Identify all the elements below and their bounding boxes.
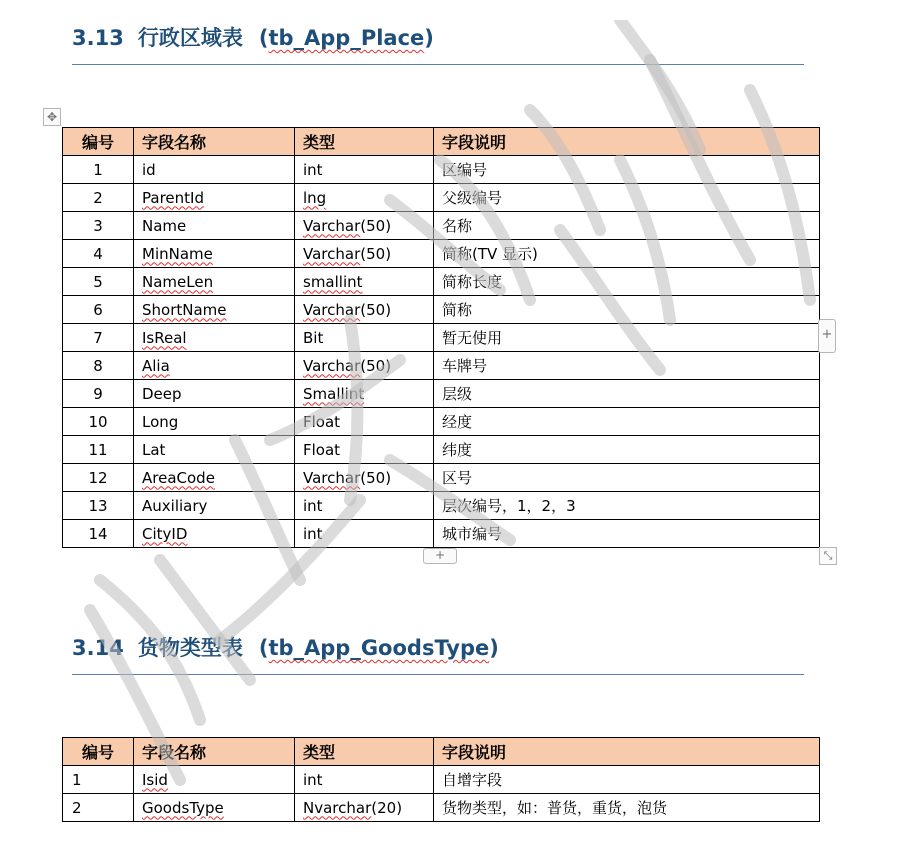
cell-type [295,184,434,212]
type-text: int [303,160,323,179]
column-header-number: 编号 [63,128,134,156]
cell-number: 6 [63,296,134,324]
cell-type [295,492,434,520]
cell-number: 1 [63,766,134,794]
paren-close: ) [424,26,434,50]
type-text: Smallint [303,384,365,403]
field-name-text: MinName [142,244,213,263]
cell-field-name [134,492,295,520]
field-name-text: ParentId [142,188,204,207]
field-name-text: NameLen [142,272,214,291]
type-text: Nvarchar [303,798,372,817]
table-resize-handle-icon[interactable]: ⤡ [819,547,837,565]
type-text: Varchar [303,300,361,319]
heading-rule [72,674,804,675]
cell-field-name [134,794,295,822]
cell-number: 12 [63,464,134,492]
type-length: (50) [360,300,392,319]
field-name-text: CityID [142,524,188,543]
cell-type [295,156,434,184]
cell-number: 2 [63,794,134,822]
cell-type [295,436,434,464]
type-text: Bit [303,328,324,347]
field-name-text: IsReal [142,328,187,347]
field-name-text: AreaCode [142,468,215,487]
field-name-text: Lat [142,440,166,459]
type-length: (50) [360,356,392,375]
cell-description: 区号 [434,464,820,492]
cell-description: 简称长度 [434,268,820,296]
field-name-text: Deep [142,384,182,403]
section-title: 货物类型表 [137,636,243,660]
table-row [63,156,820,184]
type-text: Float [303,412,341,431]
cell-field-name [134,766,295,794]
table-move-handle-icon[interactable]: ✥ [43,108,61,126]
column-header-description: 字段说明 [434,128,820,156]
cell-description: 区编号 [434,156,820,184]
cell-type [295,464,434,492]
cell-description: 层次编号，1，2，3 [434,492,820,520]
table-row [63,184,820,212]
field-name-text: GoodsType [142,798,224,817]
cell-field-name [134,212,295,240]
cell-number: 4 [63,240,134,268]
cell-type [295,352,434,380]
cell-type [295,212,434,240]
cell-number: 8 [63,352,134,380]
cell-type [295,296,434,324]
type-text: int [303,496,323,515]
cell-type [295,240,434,268]
cell-type [295,324,434,352]
type-text: Varchar [303,244,361,263]
cell-number: 5 [63,268,134,296]
section-title: 行政区域表 [137,26,243,50]
cell-number: 9 [63,380,134,408]
cell-description: 货物类型，如：普货，重货，泡货 [434,794,820,822]
table-row [63,352,820,380]
cell-description: 纬度 [434,436,820,464]
cell-field-name [134,156,295,184]
cell-description: 经度 [434,408,820,436]
cell-field-name [134,380,295,408]
type-length: (50) [360,216,392,235]
table-row [63,268,820,296]
cell-field-name [134,436,295,464]
field-name-text: Name [142,216,187,235]
cell-description: 暂无使用 [434,324,820,352]
cell-field-name [134,268,295,296]
cell-type [295,794,434,822]
table-row [63,436,820,464]
cell-type [295,268,434,296]
type-text: Float [303,440,341,459]
cell-description: 简称 [434,296,820,324]
cell-type [295,408,434,436]
type-length: (50) [360,244,392,263]
cell-number: 11 [63,436,134,464]
field-name-text: Isid [142,770,168,789]
table-identifier: tb_App_Place [268,26,425,50]
cell-number: 14 [63,520,134,548]
cell-field-name [134,184,295,212]
type-text: smallint [303,272,363,291]
cell-field-name [134,240,295,268]
cell-number: 7 [63,324,134,352]
table-row [63,794,820,822]
type-text: int [303,524,323,543]
cell-description: 名称 [434,212,820,240]
column-header-field-name: 字段名称 [134,738,295,766]
table-row [63,408,820,436]
column-header-description: 字段说明 [434,738,820,766]
place-table [62,127,820,548]
type-text: Varchar [303,356,361,375]
cell-description: 层级 [434,380,820,408]
section-number: 3.14 [72,636,124,660]
type-text: Varchar [303,216,361,235]
field-name-text: id [142,160,156,179]
field-name-text: Alia [142,356,170,375]
paren-open: ( [258,26,269,50]
cell-description: 父级编号 [434,184,820,212]
field-name-text: Long [142,412,179,431]
column-header-field-name: 字段名称 [134,128,295,156]
cell-description: 自增字段 [434,766,820,794]
table-header-row [63,128,820,156]
cell-description: 车牌号 [434,352,820,380]
field-name-text: Auxiliary [142,496,208,515]
type-text: lng [303,188,327,207]
cell-number: 1 [63,156,134,184]
table-row [63,464,820,492]
goods-type-table [62,737,820,822]
cell-number: 2 [63,184,134,212]
table-row [63,766,820,794]
table-row [63,380,820,408]
section-heading-3-14 [72,632,499,662]
type-length: (20) [371,798,403,817]
cell-description: 简称(TV 显示) [434,240,820,268]
add-column-button[interactable]: + [818,319,836,353]
table-row [63,520,820,548]
table-header-row [63,738,820,766]
cell-field-name [134,520,295,548]
paren-open: ( [258,636,269,660]
cell-number: 13 [63,492,134,520]
section-number: 3.13 [72,26,124,50]
cell-description: 城市编号 [434,520,820,548]
paren-close: ) [489,636,499,660]
field-name-text: ShortName [142,300,227,319]
cell-type [295,380,434,408]
table-row [63,492,820,520]
cell-field-name [134,352,295,380]
cell-field-name [134,464,295,492]
type-text: Varchar [303,468,361,487]
column-header-type: 类型 [295,738,434,766]
table-row [63,212,820,240]
type-text: int [303,770,323,789]
cell-number: 3 [63,212,134,240]
cell-type [295,520,434,548]
column-header-number: 编号 [63,738,134,766]
column-header-type: 类型 [295,128,434,156]
table-row [63,296,820,324]
type-length: (50) [360,468,392,487]
cell-field-name [134,408,295,436]
table-identifier: tb_App_GoodsType [268,636,490,660]
section-heading-3-13 [72,22,434,52]
cell-type [295,766,434,794]
cell-number: 10 [63,408,134,436]
cell-field-name [134,296,295,324]
table-row [63,324,820,352]
heading-rule [72,64,804,65]
add-row-button[interactable]: + [423,548,457,564]
table-row [63,240,820,268]
cell-field-name [134,324,295,352]
